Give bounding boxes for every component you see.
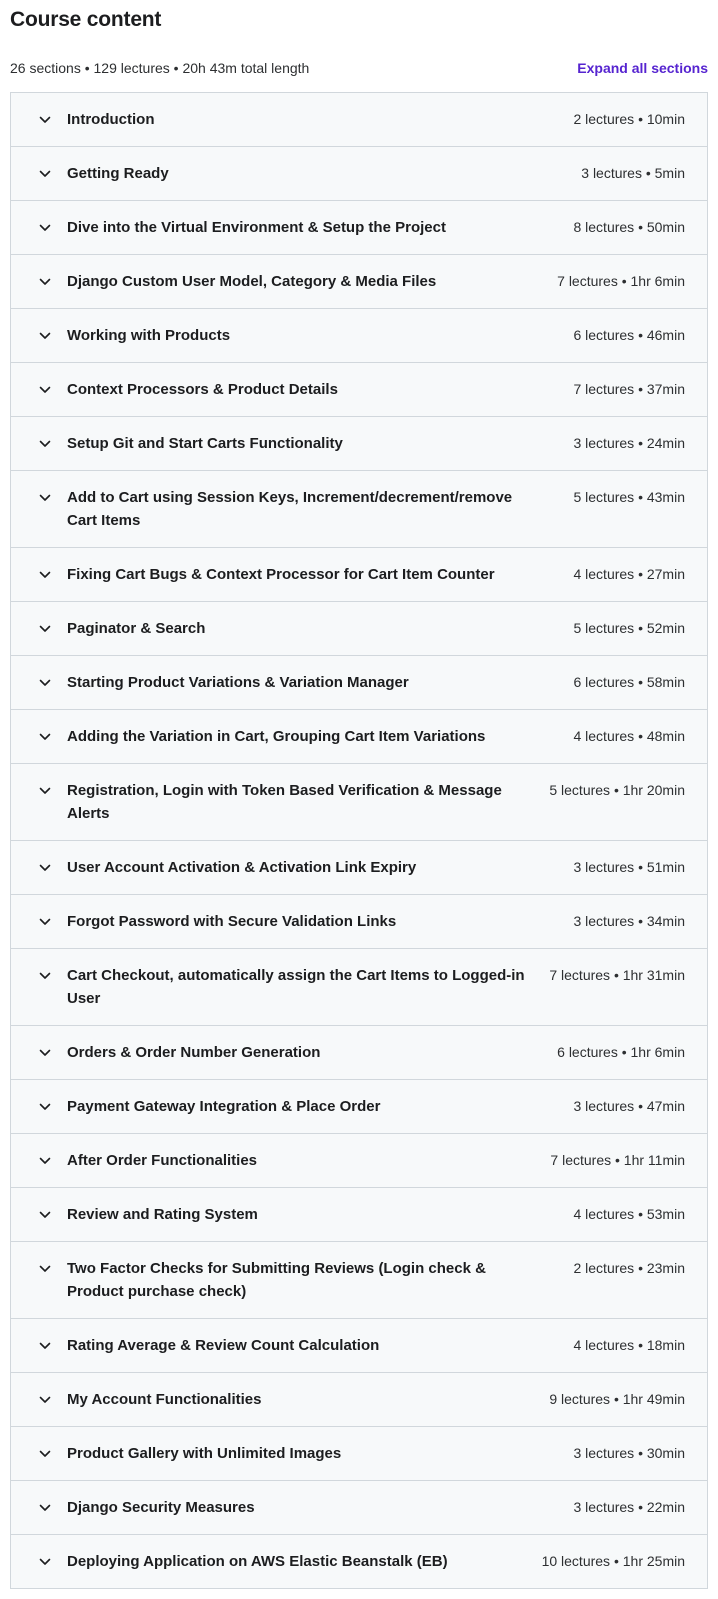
section-row[interactable] — [10, 1079, 708, 1133]
section-meta: 4 lectures • 27min — [573, 566, 685, 582]
section-meta: 3 lectures • 24min — [573, 435, 685, 451]
chevron-down-icon — [39, 1504, 51, 1512]
section-row[interactable] — [10, 1534, 708, 1588]
chevron-down-icon — [39, 864, 51, 872]
chevron-down-icon — [39, 170, 51, 178]
section-title: Rating Average & Review Count Calculation — [67, 1337, 380, 1354]
section-title: Paginator & Search — [67, 620, 206, 637]
chevron-down-icon — [39, 571, 51, 579]
section-title: Context Processors & Product Details — [67, 381, 338, 398]
chevron-down-icon — [39, 787, 51, 795]
section-title: Product Gallery with Unlimited Images — [67, 1445, 342, 1462]
section-row[interactable] — [10, 470, 708, 547]
section-meta: 10 lectures • 1hr 25min — [541, 1553, 685, 1569]
section-row[interactable] — [10, 1241, 708, 1318]
section-meta: 7 lectures • 1hr 31min — [549, 967, 685, 983]
chevron-down-icon — [39, 679, 51, 687]
section-row[interactable] — [10, 254, 708, 308]
expand-all-sections-button[interactable]: Expand all sections — [577, 60, 708, 76]
section-title: After Order Functionalities — [67, 1152, 258, 1169]
section-title: User Account Activation & Activation Link Expiry — [67, 859, 417, 876]
section-meta: 6 lectures • 46min — [573, 327, 685, 343]
chevron-down-icon — [39, 918, 51, 926]
section-row[interactable] — [10, 308, 708, 362]
section-row[interactable] — [10, 1318, 708, 1372]
section-title: Setup Git and Start Carts Functionality — [67, 435, 343, 452]
chevron-down-icon — [39, 1558, 51, 1566]
section-row[interactable] — [10, 1133, 708, 1187]
section-title: Django Security Measures — [67, 1499, 255, 1516]
chevron-down-icon — [39, 1103, 51, 1111]
chevron-down-icon — [39, 1265, 51, 1273]
section-meta: 3 lectures • 22min — [573, 1499, 685, 1515]
chevron-down-icon — [39, 278, 51, 286]
section-row[interactable] — [10, 601, 708, 655]
section-meta: 7 lectures • 37min — [573, 381, 685, 397]
chevron-down-icon — [39, 332, 51, 340]
chevron-down-icon — [39, 386, 51, 394]
section-title: Getting Ready — [67, 165, 169, 182]
section-row[interactable] — [10, 1426, 708, 1480]
section-row[interactable] — [10, 547, 708, 601]
section-title: Deploying Application on AWS Elastic Beanstalk (EB) — [67, 1553, 448, 1570]
section-title: Forgot Password with Secure Validation Links — [67, 913, 397, 930]
section-meta: 3 lectures • 34min — [573, 913, 685, 929]
course-sections-accordion — [10, 92, 708, 1589]
section-row[interactable] — [10, 146, 708, 200]
section-meta: 3 lectures • 51min — [573, 859, 685, 875]
section-meta: 8 lectures • 50min — [573, 219, 685, 235]
chevron-down-icon — [39, 1157, 51, 1165]
section-title: Fixing Cart Bugs & Context Processor for Cart Item Counter — [67, 566, 495, 583]
chevron-down-icon — [39, 1049, 51, 1057]
section-title: Dive into the Virtual Environment & Setup the Project — [67, 219, 446, 236]
section-row[interactable] — [10, 92, 708, 146]
section-meta: 9 lectures • 1hr 49min — [549, 1391, 685, 1407]
chevron-down-icon — [39, 1211, 51, 1219]
section-meta: 2 lectures • 23min — [573, 1260, 685, 1276]
chevron-down-icon — [39, 1396, 51, 1404]
section-title: Two Factor Checks for Submitting Reviews (Login check & Product purchase check) — [67, 1260, 486, 1300]
chevron-down-icon — [39, 972, 51, 980]
section-row[interactable] — [10, 1187, 708, 1241]
section-title: Add to Cart using Session Keys, Increment/decrement/remove Cart Items — [67, 489, 513, 529]
section-meta: 7 lectures • 1hr 6min — [557, 273, 685, 289]
section-meta: 3 lectures • 30min — [573, 1445, 685, 1461]
section-title: Cart Checkout, automatically assign the Cart Items to Logged-in User — [67, 967, 525, 1007]
section-title: Payment Gateway Integration & Place Order — [67, 1098, 381, 1115]
section-row[interactable] — [10, 840, 708, 894]
section-row[interactable] — [10, 1372, 708, 1426]
section-title: Adding the Variation in Cart, Grouping Cart Item Variations — [67, 728, 486, 745]
section-title: My Account Functionalities — [67, 1391, 262, 1408]
chevron-down-icon — [39, 1342, 51, 1350]
section-title: Orders & Order Number Generation — [67, 1044, 321, 1061]
section-title: Working with Products — [67, 327, 231, 344]
section-meta: 4 lectures • 53min — [573, 1206, 685, 1222]
section-row[interactable] — [10, 894, 708, 948]
chevron-down-icon — [39, 116, 51, 124]
chevron-down-icon — [39, 733, 51, 741]
section-meta: 5 lectures • 1hr 20min — [549, 782, 685, 798]
section-title: Registration, Login with Token Based Verification & Message Alerts — [67, 782, 502, 822]
section-row[interactable] — [10, 1480, 708, 1534]
section-meta: 3 lectures • 5min — [581, 165, 685, 181]
section-row[interactable] — [10, 709, 708, 763]
section-row[interactable] — [10, 200, 708, 254]
section-title: Django Custom User Model, Category & Media Files — [67, 273, 437, 290]
summary-bar — [10, 60, 708, 76]
section-meta: 4 lectures • 18min — [573, 1337, 685, 1353]
chevron-down-icon — [39, 625, 51, 633]
section-meta: 5 lectures • 52min — [573, 620, 685, 636]
section-meta: 7 lectures • 1hr 11min — [550, 1152, 685, 1168]
section-meta: 3 lectures • 47min — [573, 1098, 685, 1114]
section-meta: 6 lectures • 1hr 6min — [557, 1044, 685, 1060]
section-row[interactable] — [10, 416, 708, 470]
section-row[interactable] — [10, 655, 708, 709]
section-title: Introduction — [67, 111, 155, 128]
chevron-down-icon — [39, 224, 51, 232]
chevron-down-icon — [39, 1450, 51, 1458]
section-title: Starting Product Variations & Variation Manager — [67, 674, 409, 691]
course-summary-text: 26 sections • 129 lectures • 20h 43m total length — [10, 60, 310, 76]
section-row[interactable] — [10, 763, 708, 840]
section-row[interactable] — [10, 948, 708, 1025]
section-meta: 5 lectures • 43min — [573, 489, 685, 505]
chevron-down-icon — [39, 494, 51, 502]
page-title: Course content — [10, 8, 162, 31]
section-row[interactable] — [10, 1025, 708, 1079]
chevron-down-icon — [39, 440, 51, 448]
section-meta: 6 lectures • 58min — [573, 674, 685, 690]
section-meta: 4 lectures • 48min — [573, 728, 685, 744]
section-meta: 2 lectures • 10min — [573, 111, 685, 127]
section-row[interactable] — [10, 362, 708, 416]
section-title: Review and Rating System — [67, 1206, 258, 1223]
